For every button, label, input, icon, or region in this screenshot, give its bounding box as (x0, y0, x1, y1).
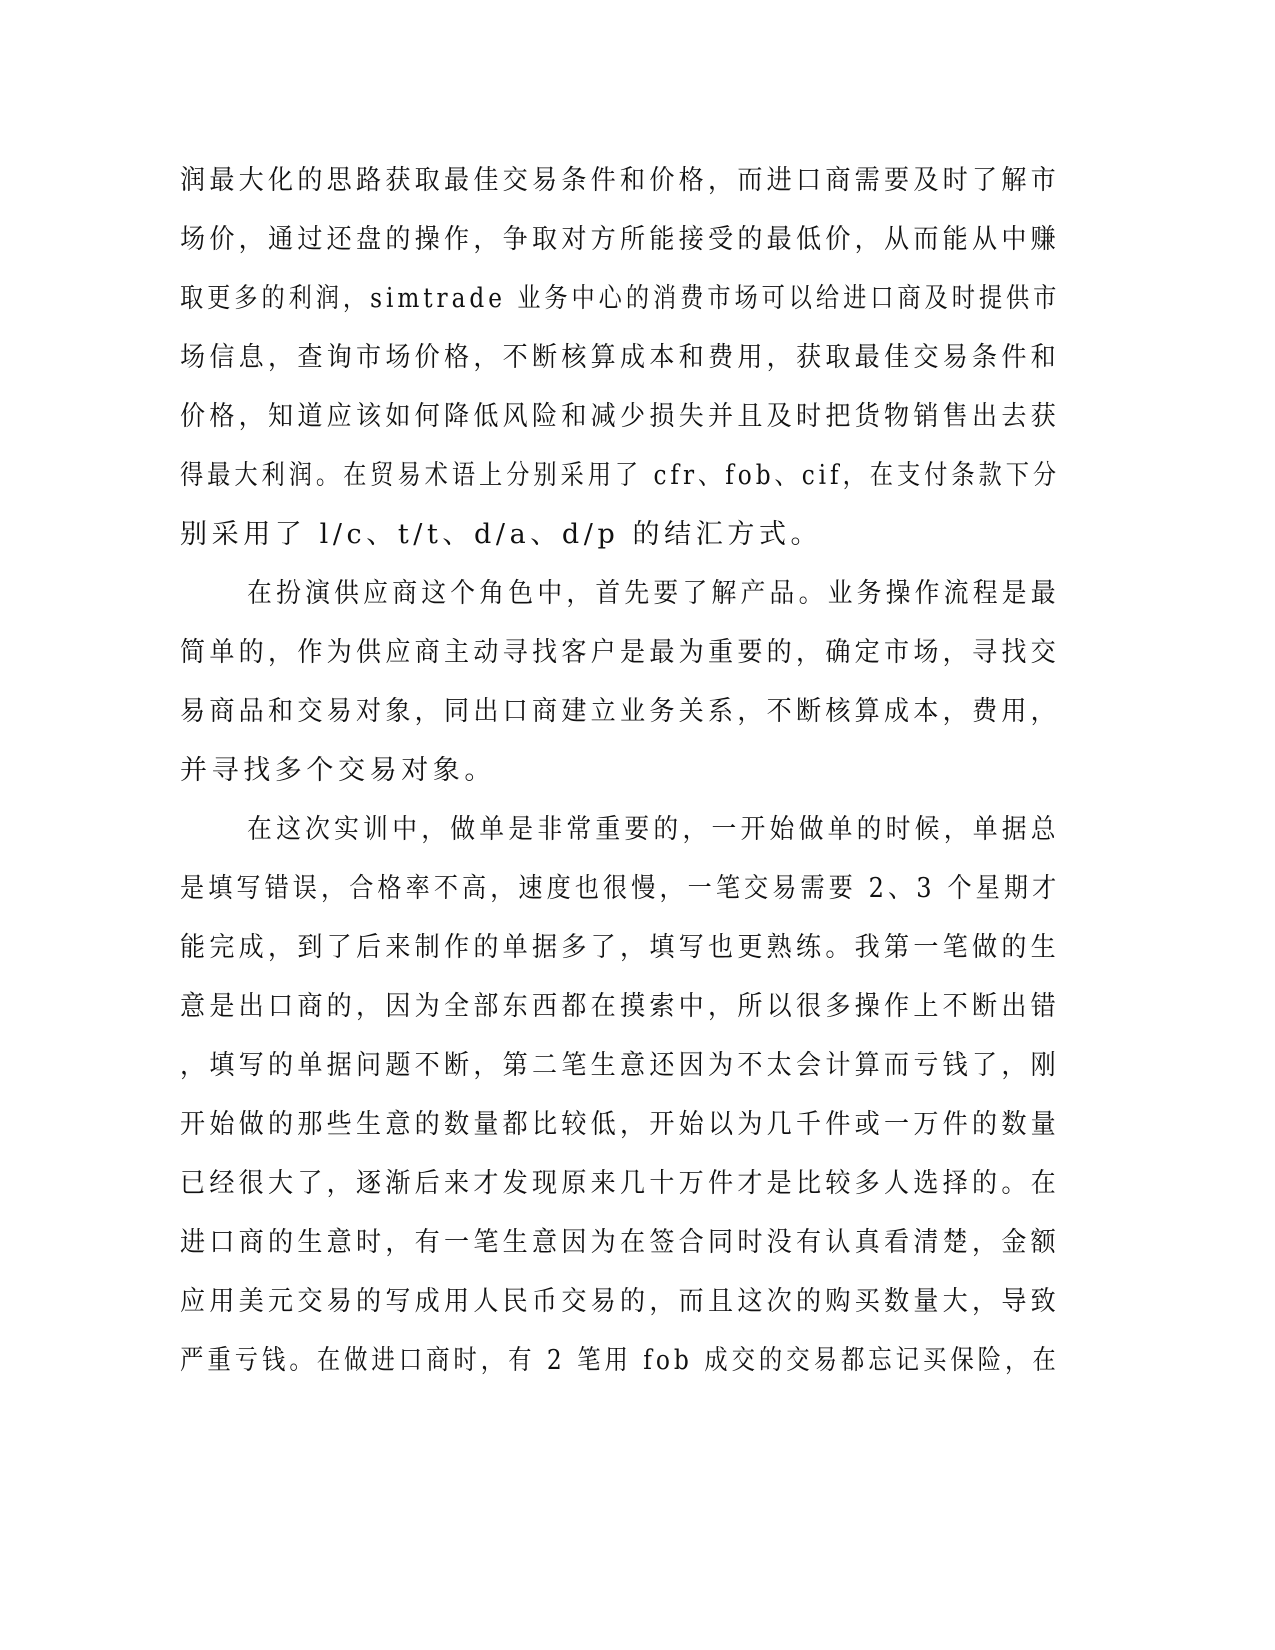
paragraph-start-line: 在这次实训中，做单是非常重要的，一开始做单的时候，单据总 (247, 814, 1060, 845)
text-line: 场价，通过还盘的操作，争取对方所能接受的最低价，从而能从中赚 (180, 224, 1060, 255)
paragraph-start-line: 在扮演供应商这个角色中，首先要了解产品。业务操作流程是最 (247, 578, 1060, 609)
body-text (180, 163, 1060, 1402)
text-line: 得最大利润。在贸易术语上分别采用了 cfr、fob、cif，在支付条款下分 (180, 460, 1061, 491)
text-line: 应用美元交易的写成用人民币交易的，而且这次的购买数量大，导致 (180, 1286, 1060, 1317)
text-line: 易商品和交易对象，同出口商建立业务关系，不断核算成本，费用， (180, 696, 1060, 727)
text-line: 意是出口商的，因为全部东西都在摸索中，所以很多操作上不断出错 (180, 991, 1060, 1022)
text-line: 已经很大了，逐渐后来才发现原来几十万件才是比较多人选择的。在 (180, 1168, 1060, 1199)
text-line: 取更多的利润，simtrade 业务中心的消费市场可以给进口商及时提供市 (180, 283, 1061, 314)
text-line: 价格，知道应该如何降低风险和减少损失并且及时把货物销售出去获 (180, 401, 1060, 432)
text-line: 简单的，作为供应商主动寻找客户是最为重要的，确定市场，寻找交 (180, 637, 1060, 668)
text-line: 严重亏钱。在做进口商时，有 2 笔用 fob 成交的交易都忘记买保险，在 (180, 1345, 1060, 1376)
text-line: 场信息，查询市场价格，不断核算成本和费用，获取最佳交易条件和 (180, 342, 1060, 373)
text-line: 能完成，到了后来制作的单据多了，填写也更熟练。我第一笔做的生 (180, 932, 1060, 963)
text-line: 是填写错误，合格率不高，速度也很慢，一笔交易需要 2、3 个星期才 (180, 873, 1061, 904)
text-line: 开始做的那些生意的数量都比较低，开始以为几千件或一万件的数量 (180, 1109, 1060, 1140)
text-line: 并寻找多个交易对象。 (180, 755, 496, 786)
text-line: 别采用了 l/c、t/t、d/a、d/p 的结汇方式。 (180, 519, 823, 550)
text-line: 进口商的生意时，有一笔生意因为在签合同时没有认真看清楚，金额 (180, 1227, 1060, 1258)
text-line: ，填写的单据问题不断，第二笔生意还因为不太会计算而亏钱了，刚 (180, 1050, 1060, 1081)
text-line: 润最大化的思路获取最佳交易条件和价格，而进口商需要及时了解市 (180, 165, 1060, 196)
